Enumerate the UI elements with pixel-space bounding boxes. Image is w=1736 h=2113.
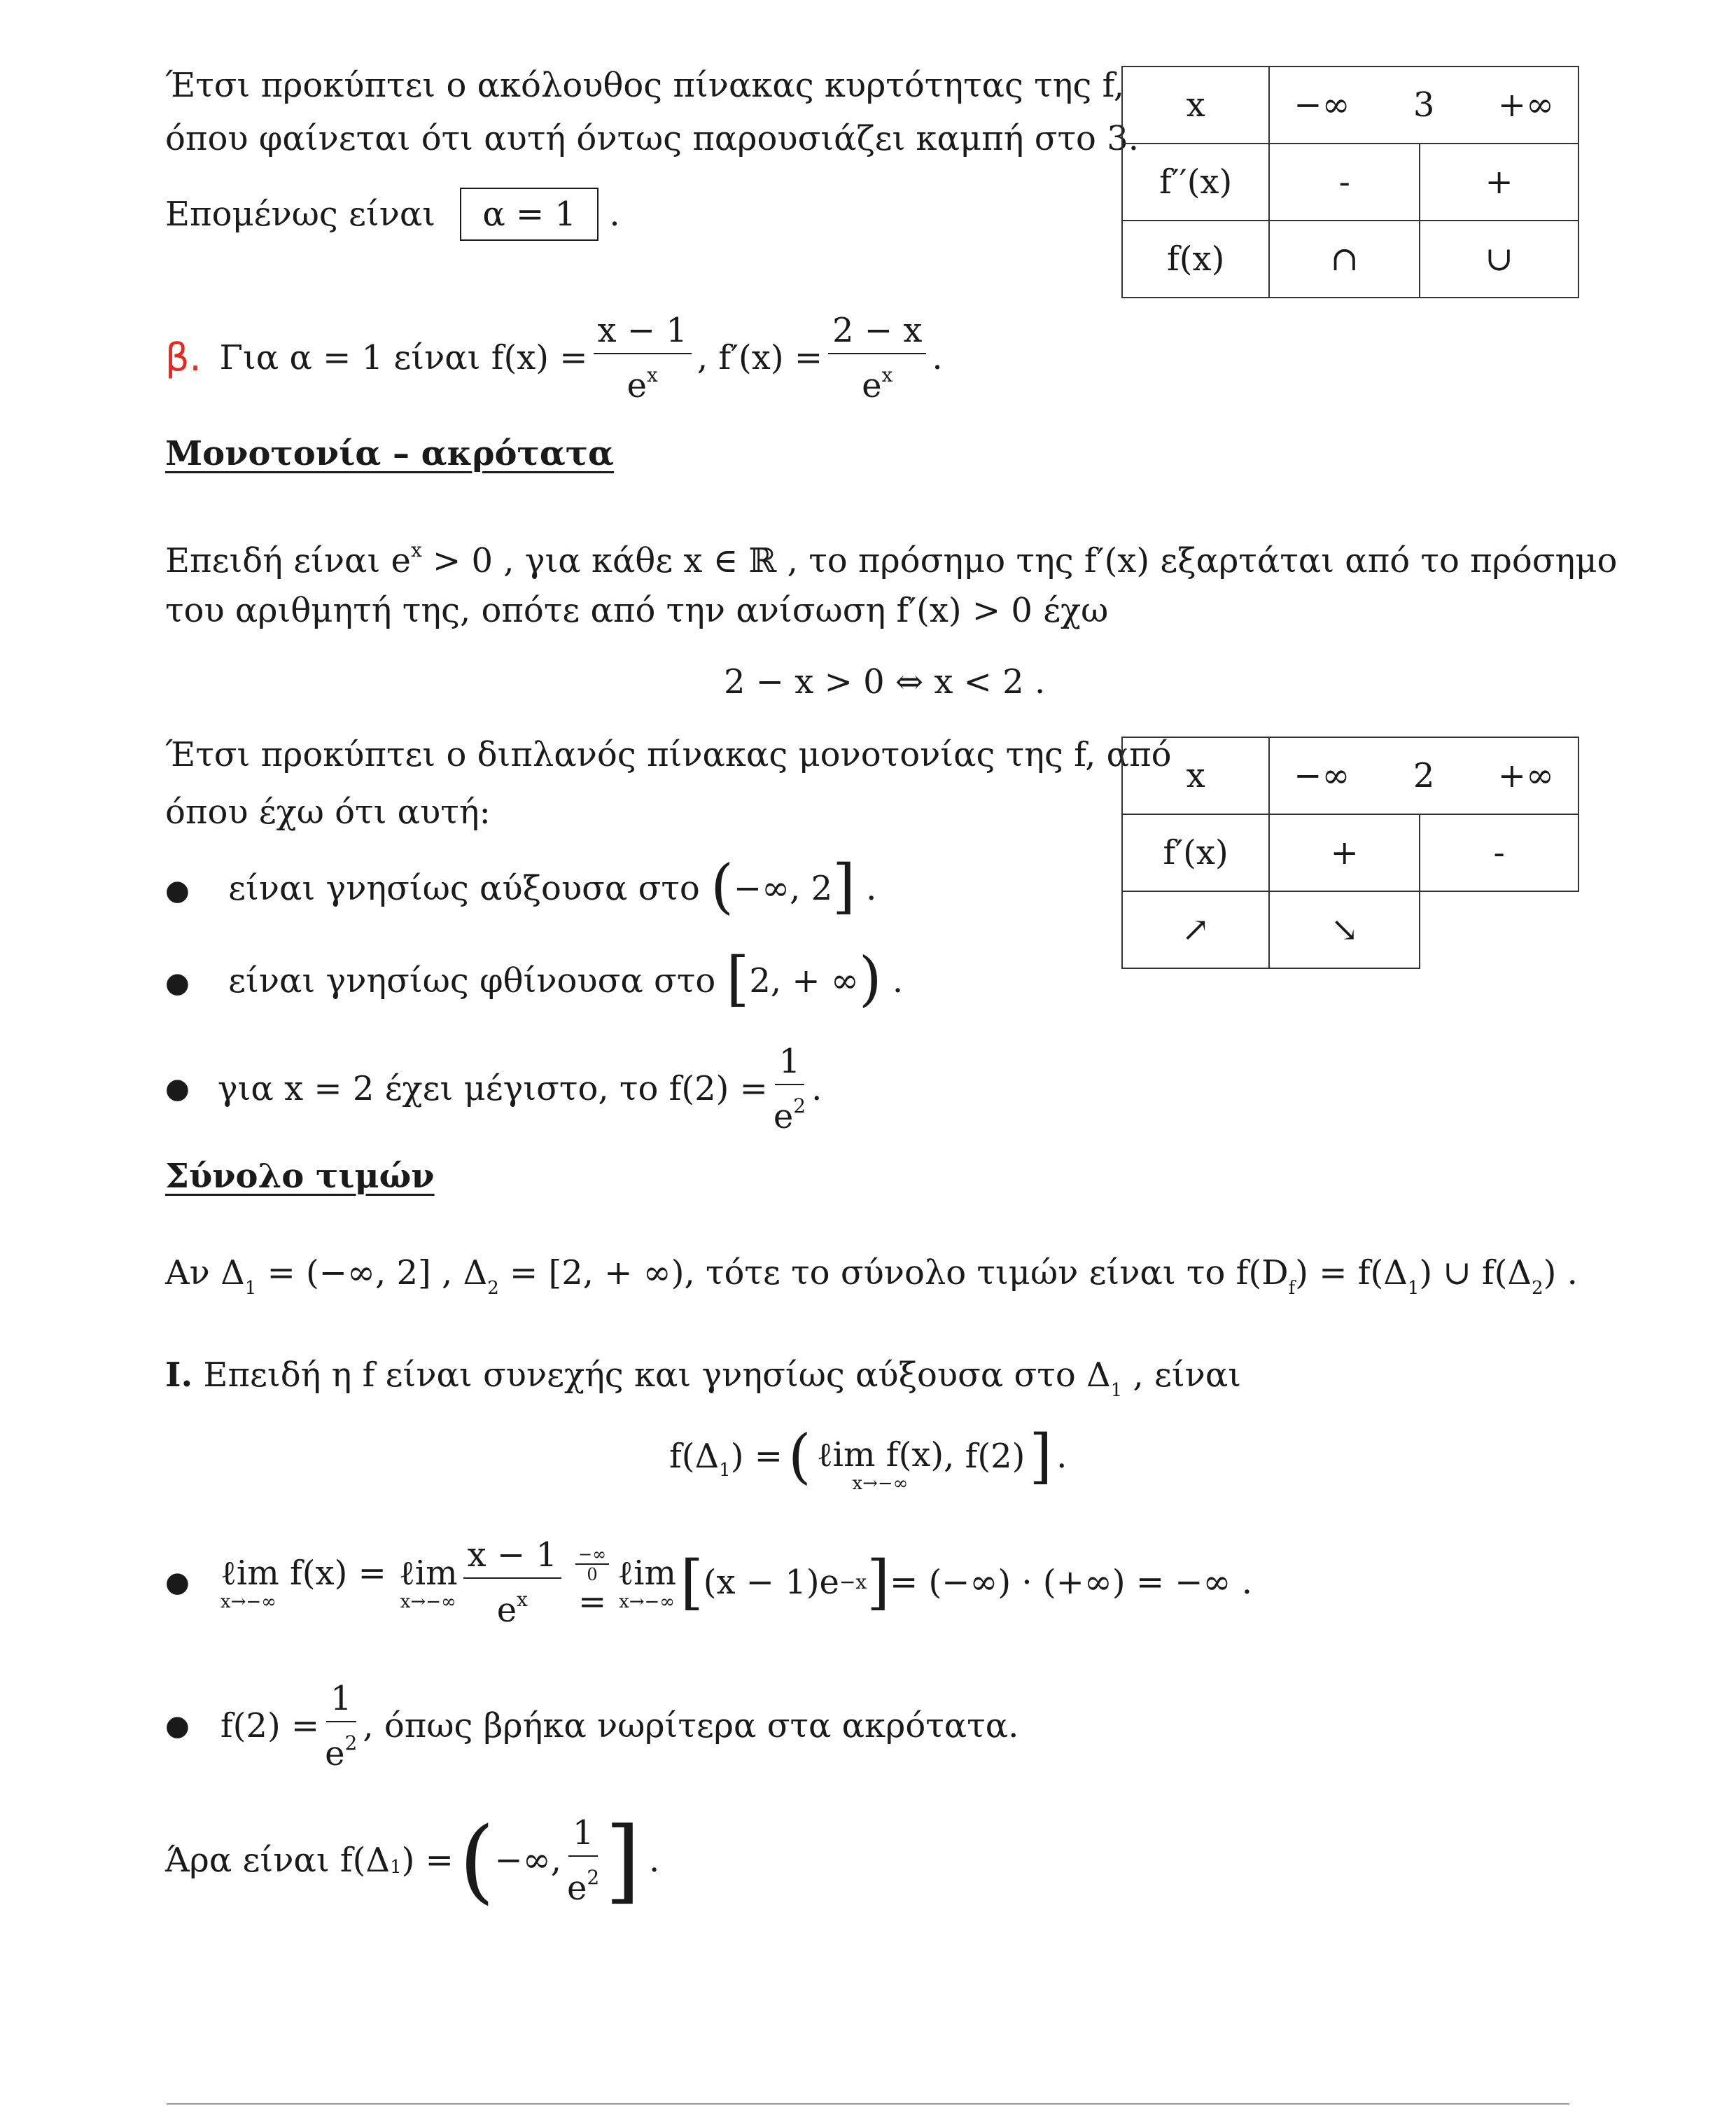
mono-x-values	[1269, 737, 1578, 814]
part-b-label: β.	[165, 335, 202, 379]
conclusion-line: Άρα είναι f(Δ 1 ) = ( −∞, $\frac{1}{e^2}$ ] .	[165, 1807, 660, 1913]
mono-row2-left: +	[1269, 814, 1420, 891]
fraction-fprime-den: $e^x$	[862, 363, 893, 405]
bullet-icon: ●	[165, 967, 190, 999]
limit-bullet: ● ℓim f(x) = x→−∞ ℓim x→−∞ $\frac{x - 1}{e^x}$ −∞ 0 = ℓim x→−∞ [ (x − 1)e −x ] = (−∞) · (+∞) = −∞ .	[165, 1535, 1253, 1630]
part-b-text3: .	[932, 338, 943, 377]
bullet-icon: ●	[165, 874, 190, 907]
increasing-arrow-icon: ↗	[1122, 891, 1269, 968]
fraction-f-den: $e^x$	[626, 363, 658, 405]
conv-x-label: x	[1122, 67, 1269, 144]
fraction-max: $\frac{1}{e^2}$	[773, 1041, 806, 1136]
part-I-line: I. Επειδή η f είναι συνεχής και γνησίως αύξουσα στο $\Delta_1$ , είναι	[165, 1355, 1242, 1401]
heading-monotonicity: Μονοτονία – ακρότατα	[165, 434, 614, 473]
mono-paragraph-line-1: Επειδή είναι $e^x > 0$ , για κάθε x ∈ ℝ , το πρόσημο της f′(x) εξαρτάται από το πρόσημο	[165, 538, 1618, 580]
eq-with-indeterminate: −∞ 0 =	[575, 1545, 609, 1619]
decreasing-arrow-icon: ↘	[1269, 891, 1420, 968]
bullet-icon: ●	[165, 1710, 190, 1742]
bullet-maximum: ● για x = 2 έχει μέγιστο, το f(2) = $\frac{1}{e^2}$ .	[165, 1041, 822, 1136]
part-b-text2: , f′(x) =	[696, 338, 823, 377]
bullet-decreasing: ● είναι γνησίως φθίνουσα στο [2, + ∞) .	[165, 944, 904, 1013]
fraction-fprime	[828, 312, 926, 404]
conv-x-left: −∞	[1294, 85, 1350, 125]
convex-icon: ∪	[1420, 221, 1578, 298]
concave-icon: ∩	[1269, 221, 1420, 298]
part-b-text1: Για α = 1 είναι f(x) =	[219, 338, 588, 377]
conv-row2-right: +	[1420, 144, 1578, 221]
conv-row2-label: f′′(x)	[1122, 144, 1269, 221]
mono-text-line-2: όπου έχω ότι αυτή:	[165, 793, 491, 832]
intro-line-3-suffix: .	[609, 195, 620, 234]
range-line: Αν $\Delta_1$ = (−∞, 2] , $\Delta_2 = [2$, + ∞), τότε το σύνολο τιμών είναι το $f(D_f) = f(\Delta_1)$ ∪ $f(\Delta_2)$ .	[165, 1253, 1578, 1299]
conv-row3-label: f(x)	[1122, 221, 1269, 298]
mono-x-left: −∞	[1294, 756, 1350, 795]
boxed-answer: α = 1	[460, 188, 598, 241]
intro-line-1: Έτσι προκύπτει ο ακόλουθος πίνακας κυρτότητας της f,	[165, 66, 1124, 105]
mono-row2-right: -	[1420, 814, 1578, 891]
intro-line-2: όπου φαίνεται ότι αυτή όντως παρουσιάζει καμπή στο 3.	[165, 119, 1139, 158]
part-I-label: I.	[165, 1355, 193, 1395]
conv-x-right: +∞	[1497, 85, 1554, 125]
fraction-f-num: x − 1	[594, 312, 692, 354]
mono-x-label: x	[1122, 737, 1269, 814]
fraction-f	[594, 312, 692, 404]
mono-equation: 2 − x > 0 ⇔ x < 2 .	[724, 662, 1046, 702]
bullet-icon: ●	[165, 1566, 190, 1598]
mono-paragraph-line-2: του αριθμητή της, οπότε από την ανίσωση f′(x) > 0 έχω	[165, 591, 1109, 630]
bullet-increasing: ● είναι γνησίως αύξουσα στο (−∞, 2] .	[165, 852, 877, 921]
conv-x-values	[1269, 67, 1578, 144]
conv-x-mid: 3	[1413, 85, 1435, 125]
mono-x-right: +∞	[1497, 756, 1554, 795]
footer-divider	[167, 2103, 1569, 2105]
conv-row2-left: -	[1269, 144, 1420, 221]
heading-range: Σύνολο τιμών	[165, 1157, 435, 1196]
f2-bullet: ● f(2) = $\frac{1}{e^2}$ , όπως βρήκα νωρίτερα στα ακρότατα.	[165, 1678, 1019, 1773]
mono-text-line-1: Έτσι προκύπτει ο διπλανός πίνακας μονοτονίας της f, από	[165, 735, 1172, 774]
part-I-equation: f(Δ 1 ) = ( ℓim f(x) x→−∞ , f(2) ] .	[669, 1422, 1068, 1494]
fraction-fprime-num: 2 − x	[828, 312, 926, 354]
intro-line-3	[165, 188, 620, 241]
bullet-icon: ●	[165, 1073, 190, 1105]
mono-x-mid: 2	[1413, 756, 1435, 795]
convexity-table	[1121, 66, 1579, 298]
limit-expression: ℓim f(x) x→−∞	[816, 1435, 944, 1494]
part-b-line	[165, 312, 943, 403]
intro-line-3-prefix: Επομένως είναι	[165, 195, 436, 234]
monotonicity-table	[1121, 737, 1579, 969]
mono-row2-label: f′(x)	[1122, 814, 1269, 891]
